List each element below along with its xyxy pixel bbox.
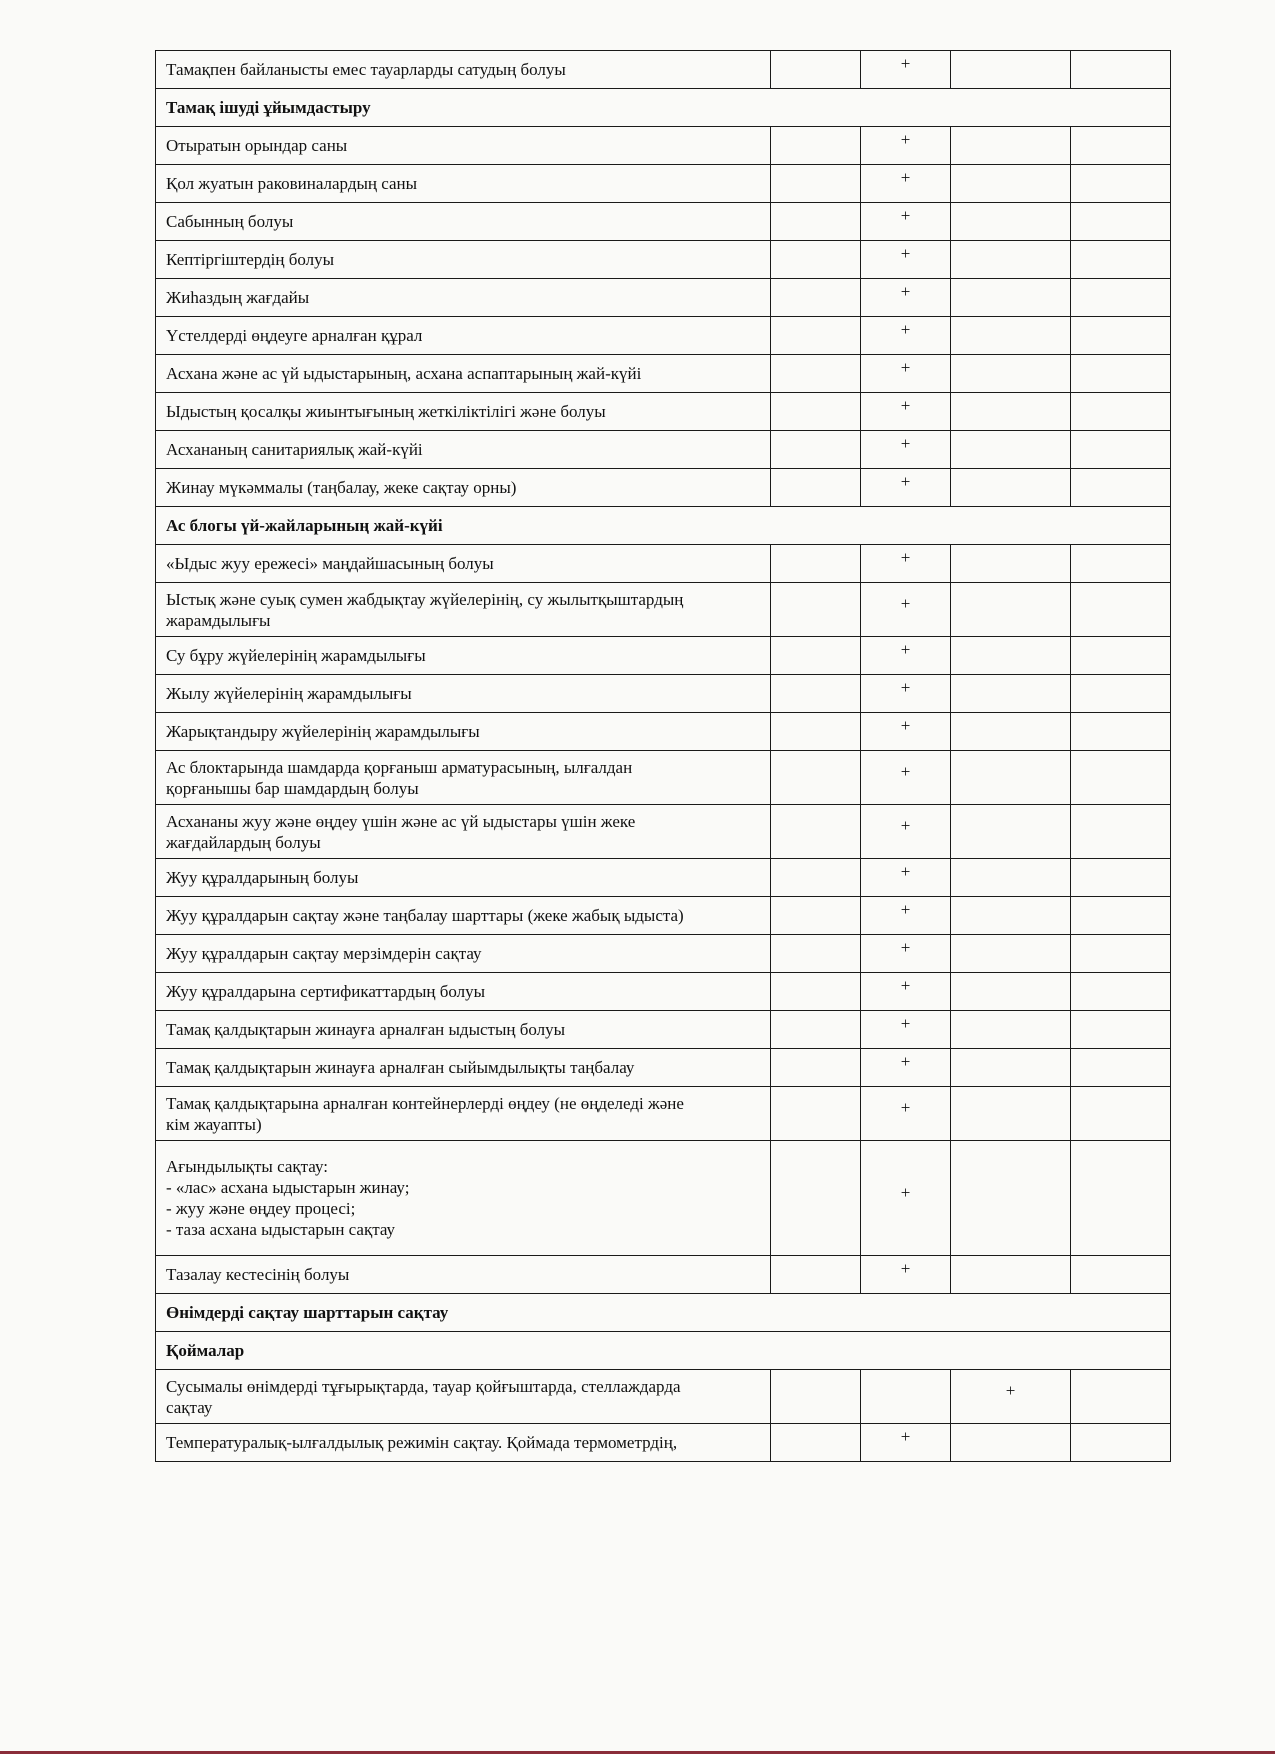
mark-cell-c4 <box>1071 675 1171 713</box>
mark-cell-c2 <box>861 127 951 165</box>
section-row <box>156 1332 1171 1370</box>
criterion-label: Су бұру жүйелерінің жарамдылығы <box>156 637 771 675</box>
table-row <box>156 637 1171 675</box>
mark-value: + <box>900 1014 911 1033</box>
mark-value: + <box>900 640 911 659</box>
mark-cell-c4 <box>1071 1011 1171 1049</box>
mark-cell-c1 <box>771 1011 861 1049</box>
mark-value: + <box>900 938 911 957</box>
mark-cell-c3 <box>951 675 1071 713</box>
mark-cell-c4 <box>1071 393 1171 431</box>
criterion-label: Жылу жүйелерінің жарамдылығы <box>156 675 771 713</box>
criterion-label: Сабынның болуы <box>156 203 771 241</box>
mark-cell-c4 <box>1071 1370 1171 1424</box>
mark-value: + <box>900 358 911 377</box>
mark-value: + <box>900 244 911 263</box>
mark-cell-c2 <box>861 1424 951 1462</box>
mark-cell-c2 <box>861 897 951 935</box>
table-row <box>156 675 1171 713</box>
mark-cell-c4 <box>1071 637 1171 675</box>
mark-cell-c1 <box>771 751 861 805</box>
mark-cell-c3 <box>951 127 1071 165</box>
table-row <box>156 1011 1171 1049</box>
mark-cell-c3 <box>951 1256 1071 1294</box>
mark-value: + <box>900 206 911 225</box>
mark-cell-c3 <box>951 973 1071 1011</box>
mark-value: + <box>900 434 911 453</box>
mark-cell-c3 <box>951 897 1071 935</box>
mark-cell-c1 <box>771 1256 861 1294</box>
mark-value: + <box>900 1259 911 1278</box>
mark-cell-c4 <box>1071 1049 1171 1087</box>
mark-cell-c2 <box>861 241 951 279</box>
mark-cell-c1 <box>771 935 861 973</box>
mark-value: + <box>900 472 911 491</box>
mark-cell-c1 <box>771 241 861 279</box>
table-row <box>156 583 1171 637</box>
table-row <box>156 1141 1171 1256</box>
criterion-label: Жинау мүкәммалы (таңбалау, жеке сақтау орны) <box>156 469 771 507</box>
mark-cell-c3 <box>951 805 1071 859</box>
mark-cell-c4 <box>1071 127 1171 165</box>
mark-cell-c2 <box>861 431 951 469</box>
criterion-label: Жарықтандыру жүйелерінің жарамдылығы <box>156 713 771 751</box>
mark-cell-c2 <box>861 1256 951 1294</box>
mark-value: + <box>900 862 911 881</box>
mark-cell-c2 <box>861 1011 951 1049</box>
mark-cell-c4 <box>1071 203 1171 241</box>
table-row <box>156 973 1171 1011</box>
mark-cell-c3 <box>951 751 1071 805</box>
mark-cell-c2 <box>861 317 951 355</box>
mark-cell-c3 <box>951 1011 1071 1049</box>
mark-cell-c1 <box>771 51 861 89</box>
mark-cell-c1 <box>771 1049 861 1087</box>
mark-value: + <box>900 900 911 919</box>
table-row <box>156 897 1171 935</box>
table-row <box>156 1256 1171 1294</box>
mark-value: + <box>900 594 911 613</box>
mark-cell-c2 <box>861 469 951 507</box>
mark-cell-c1 <box>771 165 861 203</box>
section-title: Тамақ ішуді ұйымдастыру <box>156 89 1171 127</box>
mark-value: + <box>900 976 911 995</box>
section-title: Қоймалар <box>156 1332 1171 1370</box>
mark-cell-c4 <box>1071 431 1171 469</box>
mark-value: + <box>900 282 911 301</box>
mark-cell-c3 <box>951 431 1071 469</box>
table-row <box>156 165 1171 203</box>
mark-value: + <box>900 1052 911 1071</box>
mark-value: + <box>900 396 911 415</box>
section-title: Өнімдерді сақтау шарттарын сақтау <box>156 1294 1171 1332</box>
mark-cell-c2 <box>861 973 951 1011</box>
table-row <box>156 1424 1171 1462</box>
mark-cell-c4 <box>1071 713 1171 751</box>
mark-cell-c2 <box>861 1141 951 1256</box>
table-row <box>156 241 1171 279</box>
criterion-label: Жуу құралдарының болуы <box>156 859 771 897</box>
criterion-label: «Ыдыс жуу ережесі» маңдайшасының болуы <box>156 545 771 583</box>
mark-cell-c2 <box>861 637 951 675</box>
mark-cell-c4 <box>1071 897 1171 935</box>
mark-cell-c3 <box>951 935 1071 973</box>
section-row <box>156 89 1171 127</box>
mark-cell-c1 <box>771 897 861 935</box>
mark-cell-c1 <box>771 317 861 355</box>
mark-cell-c4 <box>1071 279 1171 317</box>
mark-cell-c1 <box>771 469 861 507</box>
mark-cell-c2 <box>861 51 951 89</box>
criterion-label: Жиһаздың жағдайы <box>156 279 771 317</box>
mark-cell-c1 <box>771 1141 861 1256</box>
table-row <box>156 203 1171 241</box>
mark-cell-c2 <box>861 545 951 583</box>
mark-cell-c1 <box>771 127 861 165</box>
mark-cell-c1 <box>771 431 861 469</box>
table-row <box>156 751 1171 805</box>
criterion-label: Асхананың санитариялық жай-күйі <box>156 431 771 469</box>
mark-value: + <box>900 168 911 187</box>
mark-value: + <box>900 320 911 339</box>
mark-cell-c3 <box>951 279 1071 317</box>
mark-cell-c1 <box>771 583 861 637</box>
criterion-label: Тамақ қалдықтарын жинауға арналған сыйымдылықты таңбалау <box>156 1049 771 1087</box>
mark-cell-c2 <box>861 393 951 431</box>
criterion-label: Қол жуатын раковиналардың саны <box>156 165 771 203</box>
mark-cell-c4 <box>1071 545 1171 583</box>
mark-cell-c1 <box>771 675 861 713</box>
section-row <box>156 507 1171 545</box>
mark-value: + <box>900 54 911 73</box>
mark-cell-c4 <box>1071 241 1171 279</box>
mark-cell-c1 <box>771 203 861 241</box>
criterion-label: Асхананы жуу және өңдеу үшін және ас үй ыдыстары үшін жеке жағдайлардың болуы <box>156 805 771 859</box>
mark-value: + <box>900 1098 911 1117</box>
table-row <box>156 469 1171 507</box>
mark-cell-c2 <box>861 859 951 897</box>
mark-cell-c3 <box>951 1049 1071 1087</box>
mark-cell-c3 <box>951 1370 1071 1424</box>
mark-value: + <box>900 130 911 149</box>
mark-cell-c1 <box>771 279 861 317</box>
mark-cell-c2 <box>861 583 951 637</box>
mark-cell-c3 <box>951 165 1071 203</box>
table-row <box>156 545 1171 583</box>
mark-cell-c3 <box>951 713 1071 751</box>
table-row <box>156 51 1171 89</box>
table-row <box>156 127 1171 165</box>
table-row <box>156 1087 1171 1141</box>
mark-cell-c2 <box>861 805 951 859</box>
mark-cell-c2 <box>861 935 951 973</box>
mark-value: + <box>900 816 911 835</box>
table-row <box>156 355 1171 393</box>
mark-cell-c1 <box>771 973 861 1011</box>
mark-cell-c3 <box>951 317 1071 355</box>
criterion-label: Тамақ қалдықтарына арналған контейнерлерді өңдеу (не өңделеді және кім жауапты) <box>156 1087 771 1141</box>
criterion-label: Кептіргіштердің болуы <box>156 241 771 279</box>
mark-value: + <box>900 762 911 781</box>
mark-cell-c3 <box>951 545 1071 583</box>
mark-cell-c2 <box>861 1049 951 1087</box>
mark-cell-c4 <box>1071 973 1171 1011</box>
mark-cell-c3 <box>951 583 1071 637</box>
mark-cell-c3 <box>951 393 1071 431</box>
mark-cell-c3 <box>951 51 1071 89</box>
mark-cell-c1 <box>771 1087 861 1141</box>
mark-cell-c4 <box>1071 317 1171 355</box>
mark-cell-c3 <box>951 241 1071 279</box>
mark-cell-c4 <box>1071 1087 1171 1141</box>
mark-cell-c2 <box>861 675 951 713</box>
criterion-label: Асхана және ас үй ыдыстарының, асхана аспаптарының жай-күйі <box>156 355 771 393</box>
mark-cell-c4 <box>1071 1256 1171 1294</box>
table-row <box>156 1370 1171 1424</box>
mark-cell-c4 <box>1071 805 1171 859</box>
mark-value: + <box>900 678 911 697</box>
mark-cell-c1 <box>771 1370 861 1424</box>
mark-value: + <box>900 1182 911 1202</box>
mark-cell-c2 <box>861 355 951 393</box>
criterion-label: Тамақ қалдықтарын жинауға арналған ыдыстың болуы <box>156 1011 771 1049</box>
criterion-label: Ағындылықты сақтау: - «лас» асхана ыдыстарын жинау; - жуу және өңдеу процесі; - таза асхана ыдыстарын сақтау <box>156 1141 771 1256</box>
mark-cell-c4 <box>1071 355 1171 393</box>
mark-cell-c1 <box>771 393 861 431</box>
mark-cell-c3 <box>951 1087 1071 1141</box>
mark-cell-c3 <box>951 637 1071 675</box>
mark-cell-c2 <box>861 1370 951 1424</box>
table-row <box>156 713 1171 751</box>
mark-cell-c1 <box>771 713 861 751</box>
criterion-label: Жуу құралдарына сертификаттардың болуы <box>156 973 771 1011</box>
checklist-body <box>156 51 1171 1462</box>
criterion-label: Отыратын орындар саны <box>156 127 771 165</box>
criterion-label: Жуу құралдарын сақтау мерзімдерін сақтау <box>156 935 771 973</box>
mark-value: + <box>1005 1381 1016 1400</box>
mark-cell-c2 <box>861 751 951 805</box>
mark-cell-c4 <box>1071 583 1171 637</box>
mark-value: + <box>900 1427 911 1446</box>
mark-cell-c4 <box>1071 1141 1171 1256</box>
mark-cell-c1 <box>771 545 861 583</box>
mark-cell-c4 <box>1071 1424 1171 1462</box>
mark-cell-c1 <box>771 637 861 675</box>
mark-cell-c4 <box>1071 469 1171 507</box>
mark-value: + <box>900 548 911 567</box>
section-title: Ас блогы үй-жайларының жай-күйі <box>156 507 1171 545</box>
checklist-table <box>155 50 1171 1462</box>
mark-value: + <box>900 716 911 735</box>
table-row <box>156 805 1171 859</box>
mark-cell-c3 <box>951 1141 1071 1256</box>
criterion-label: Сусымалы өнімдерді тұғырықтарда, тауар қойғыштарда, стеллаждарда сақтау <box>156 1370 771 1424</box>
mark-cell-c2 <box>861 203 951 241</box>
mark-cell-c1 <box>771 355 861 393</box>
criterion-label: Үстелдерді өңдеуге арналған құрал <box>156 317 771 355</box>
criterion-label: Тазалау кестесінің болуы <box>156 1256 771 1294</box>
mark-cell-c3 <box>951 355 1071 393</box>
table-row <box>156 935 1171 973</box>
mark-cell-c4 <box>1071 165 1171 203</box>
mark-cell-c1 <box>771 805 861 859</box>
criterion-label: Тамақпен байланысты емес тауарларды сатудың болуы <box>156 51 771 89</box>
mark-cell-c1 <box>771 1424 861 1462</box>
mark-cell-c1 <box>771 859 861 897</box>
mark-cell-c2 <box>861 279 951 317</box>
mark-cell-c3 <box>951 469 1071 507</box>
criterion-label: Ыстық және суық сумен жабдықтау жүйелерінің, су жылытқыштардың жарамдылығы <box>156 583 771 637</box>
table-row <box>156 859 1171 897</box>
table-row <box>156 317 1171 355</box>
mark-cell-c3 <box>951 203 1071 241</box>
mark-cell-c2 <box>861 713 951 751</box>
mark-cell-c4 <box>1071 935 1171 973</box>
mark-cell-c3 <box>951 1424 1071 1462</box>
criterion-label: Жуу құралдарын сақтау және таңбалау шарттары (жеке жабық ыдыста) <box>156 897 771 935</box>
mark-cell-c2 <box>861 1087 951 1141</box>
table-row <box>156 279 1171 317</box>
criterion-label: Ас блоктарында шамдарда қорғаныш арматурасының, ылғалдан қорғанышы бар шамдардың болуы <box>156 751 771 805</box>
mark-cell-c4 <box>1071 51 1171 89</box>
mark-cell-c4 <box>1071 751 1171 805</box>
mark-cell-c4 <box>1071 859 1171 897</box>
mark-cell-c2 <box>861 165 951 203</box>
mark-cell-c3 <box>951 859 1071 897</box>
criterion-label: Ыдыстың қосалқы жиынтығының жеткіліктілігі және болуы <box>156 393 771 431</box>
table-row <box>156 1049 1171 1087</box>
table-row <box>156 431 1171 469</box>
table-row <box>156 393 1171 431</box>
criterion-label: Температуралық-ылғалдылық режимін сақтау. Қоймада термометрдің, <box>156 1424 771 1462</box>
section-row <box>156 1294 1171 1332</box>
